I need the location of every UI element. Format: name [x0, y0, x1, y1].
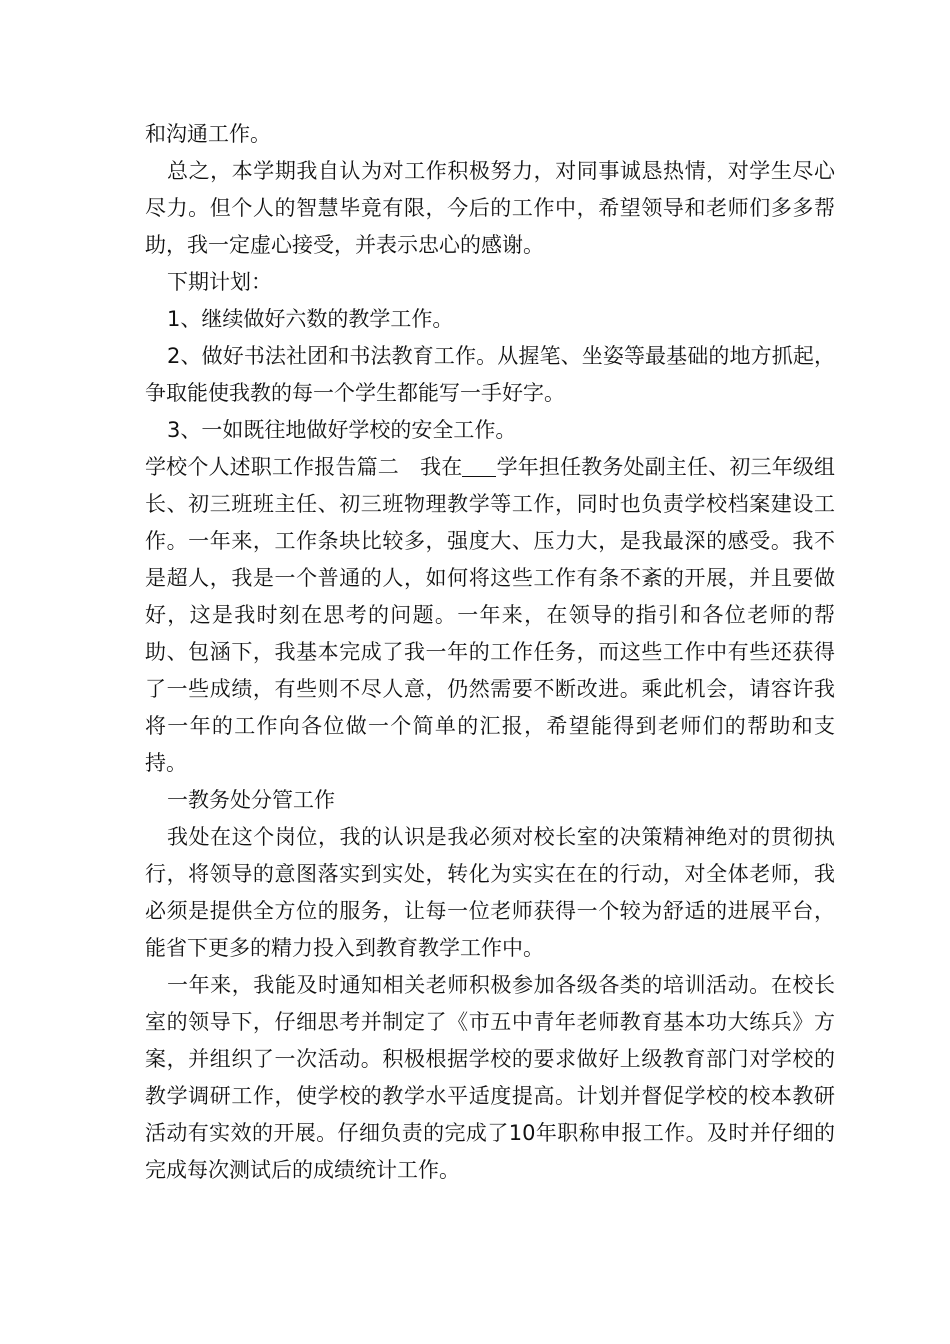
plan-item-3: 3、一如既往地做好学校的安全工作。 [167, 418, 517, 442]
paragraph-summary: 总之，本学期我自认为对工作积极努力，对同事诚恳热情，对学生尽心尽力。但个人的智慧毕竟有限，今后的工作中，希望领导和老师们多多帮助，我一定虚心接受，并表示忠心的感谢。 [145, 159, 835, 257]
plan-item-2: 2、做好书法社团和书法教育工作。从握笔、坐姿等最基础的地方抓起，争取能使我教的每一个学生都能写一手好字。 [145, 344, 835, 405]
subheading-academic-affairs: 一教务处分管工作 [167, 788, 335, 812]
fill-in-blank [462, 454, 496, 477]
section2-body: 学年担任教务处副主任、初三年级组长、初三班班主任、初三班物理教学等工作，同时也负责学校档案建设工作。一年来，工作条块比较多，强度大、压力大，是我最深的感受。我不是超人，我是一个普通的人，如何将这些工作有条不紊的开展，并且要做好，这是我时刻在思考的问题。一年来，在领导的指引和各位老师的帮助、包涵下，我基本完成了我一年的工作任务，而这些工作中有些还获得了一些成绩，有些则不尽人意，仍然需要不断改进。乘此机会，请容许我将一年的工作向各位做一个简单的汇报，希望能得到老师们的帮助和支持。 [145, 455, 836, 775]
section2-heading: 学校个人述职工作报告篇二 [145, 455, 399, 479]
paragraph-position: 我处在这个岗位，我的认识是我必须对校长室的决策精神绝对的贯彻执行，将领导的意图落实到实处，转化为实实在在的行动，对全体老师，我必须是提供全方位的服务，让每一位老师获得一个较为舒适的进展平台，能省下更多的精力投入到教育教学工作中。 [145, 825, 835, 960]
paragraph-next-plan-heading: 下期计划： [167, 270, 272, 294]
document-body [145, 116, 835, 1189]
paragraph-continuation: 和沟通工作。 [145, 122, 271, 146]
paragraph-year-work: 一年来，我能及时通知相关老师积极参加各级各类的培训活动。在校长室的领导下，仔细思考并制定了《市五中青年老师教育基本功大练兵》方案，并组织了一次活动。积极根据学校的要求做好上级教育部门对学校的教学调研工作，使学校的教学水平适度提高。计划并督促学校的校本教研活动有实效的开展。仔细负责的完成了10年职称申报工作。及时并仔细的完成每次测试后的成绩统计工作。 [145, 973, 835, 1182]
plan-item-1: 1、继续做好六数的教学工作。 [167, 307, 454, 331]
section2-paragraph [145, 449, 835, 782]
section2-lead: 我在 [420, 455, 463, 479]
